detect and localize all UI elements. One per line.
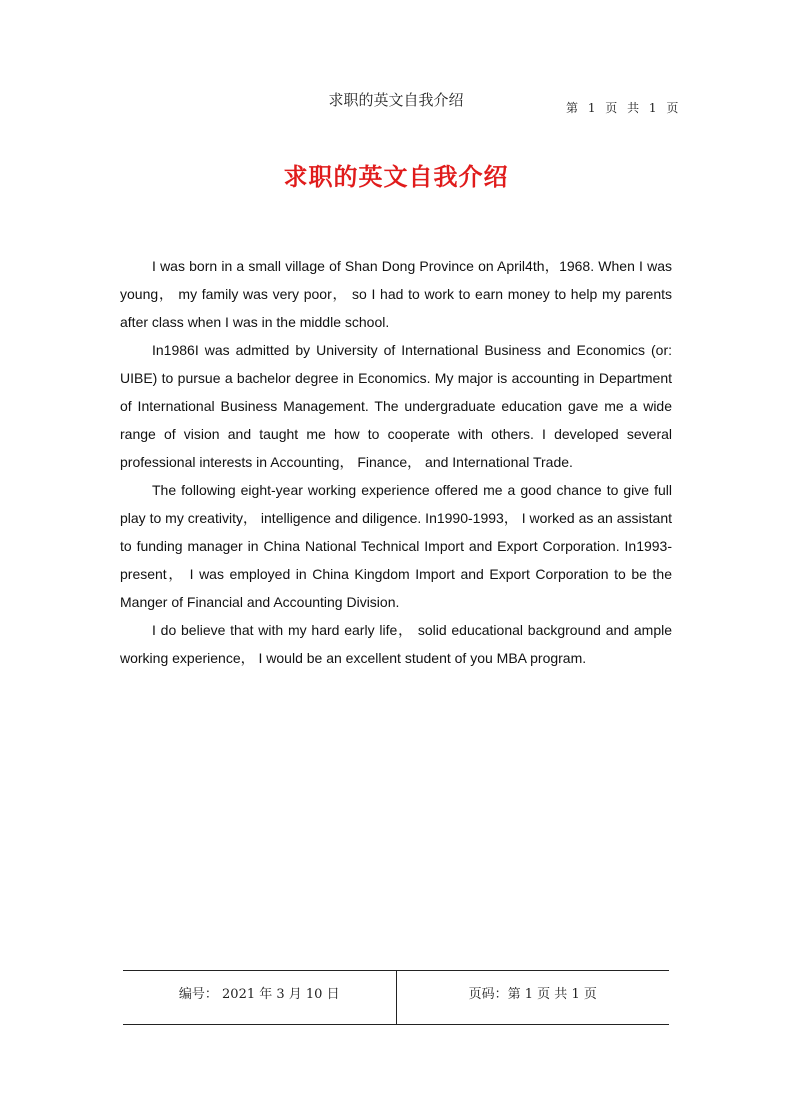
footer-page-cell (397, 971, 670, 1024)
footer-page-label: 页码：第 1 页 共 1 页 (468, 987, 597, 1002)
header-page-indicator: 第 1 页 共 1 页 (566, 101, 682, 115)
paragraph-3: The following eight-year working experience offered me a good chance to give full play to my creativity， intelligence and diligence. In1990-1993， I worked as an assistant to funding manager in China National Technical Import and Export Corporation. In1993-present， I was employed in China Kingdom Import and Export Corporation to be the Manger of Financial and Accounting Division. (120, 482, 672, 610)
paragraph-4: I do believe that with my hard early life， solid educational background and ample working experience， I would be an excellent student of you MBA program. (120, 622, 672, 666)
paragraph-2: In1986I was admitted by University of International Business and Economics (or: UIBE) to pursue a bachelor degree in Economics. My major is accounting in Department of International Business Management. The undergraduate education gave me a wide range of vision and taught me how to cooperate with others. I developed several professional interests in Accounting， Finance， and International Trade. (120, 342, 672, 470)
header-title: 求职的英文自我介绍 (328, 91, 464, 109)
paragraph-1: I was born in a small village of Shan Dong Province on April4th，1968. When I was young， my family was very poor， so I had to work to earn money to help my parents after class when I was in the middle school. (120, 258, 672, 330)
footer-number-cell (123, 971, 397, 1024)
document-body (120, 252, 672, 672)
footer-table (123, 970, 669, 1025)
document-title: 求职的英文自我介绍 (283, 162, 509, 191)
footer-number-label: 编号： 2021 年 3 月 10 日 (178, 987, 340, 1002)
